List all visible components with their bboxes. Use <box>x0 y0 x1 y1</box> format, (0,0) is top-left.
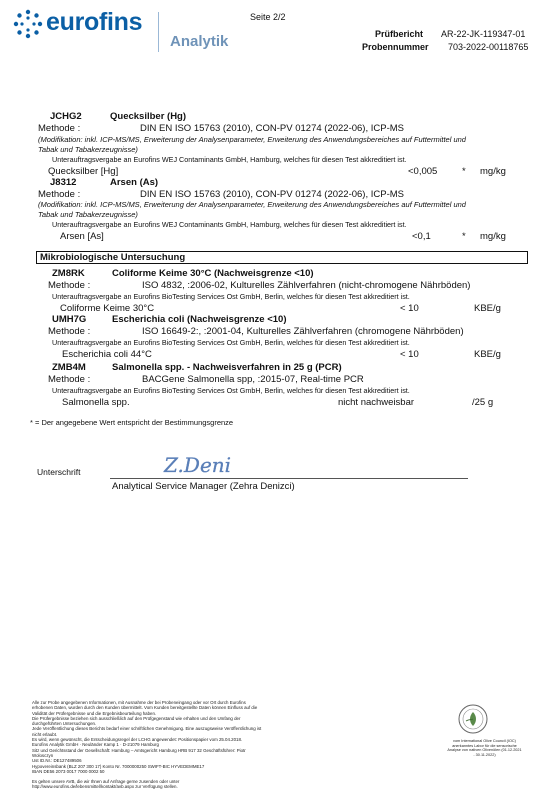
result-name: Quecksilber [Hg] <box>48 166 119 177</box>
signature-label: Unterschrift <box>37 467 81 477</box>
method-text: DIN EN ISO 15763 (2010), CON-PV 01274 (2022-06), ICP-MS <box>140 123 405 134</box>
footer-legal-text: Alle zur Probe angegebenen Informationen, mit Ausnahme der bei Probeneingang oder vor Ort durch Eurofins erhobenen Daten, wurden durch den Kunden übermittelt. Vom Kunden bereitgestellte Daten können Einfluss auf die Validität der Prüfergebnisse und die Ergebnisbeurteilung haben. Die Prüfergebnisse beziehen sich ausschließlich auf den Prüfgegenstand wie erhalten und den Umfang der durchgeführten Untersuchungen. Jede Veröffentlichung dieses Berichts bedarf einer schriftlichen Genehmigung. Eine auszugsweise Veröffentlichung ist nicht erlaubt. Es wird, wenn gewünscht, die Entscheidungsregel der LCHG angewendet: Positionspapier vom 25.04.2018. Eurofins Analytik GmbH · Neuländer Kamp 1 · D-21079 Hamburg Sitz und Gerichtsstand der Gesellschaft: Hamburg – Amtsgericht Hamburg HRB 917 32 Geschäftsführer: Piotr Wolosczyn Ust ID.Nr.: DE127489506 Hypovereinsbank (BLZ 207 300 17) Konto Nr. 7000000250 SWIFT-BIC HYVEDEMME17 IBAN DE56 2073 0017 7000 0002 50 Es gelten unsere AVB, die wir Ihnen auf Anfrage gerne zusenden oder unter http://www.eurofins.de/lebensmittel/kontakt/avb.aspx zur Verfügung stellen. <box>32 700 262 790</box>
seal-caption: vom International Olive Council (IOC) anerkanntes Labor für die sensorische Analyse von nativen Olivenölen (01.12.2021 - 30.11.2022) <box>447 739 522 757</box>
handwritten-signature <box>160 452 250 480</box>
result-unit: KBE/g <box>474 303 501 314</box>
test-parameter: Escherichia coli (Nachweisgrenze <10) <box>112 314 287 325</box>
subcontract-note: Unterauftragsvergabe an Eurofins BioTesting Services Ost GmbH, Berlin, welches für diesen Test akkreditiert ist. <box>52 292 410 301</box>
method-label: Methode : <box>48 326 91 337</box>
method-text: BACGene Salmonella spp, :2015-07, Real-time PCR <box>142 374 364 385</box>
result-footnote-star: * <box>462 166 466 177</box>
result-name: Escherichia coli 44°C <box>62 349 152 360</box>
method-label: Methode : <box>48 280 91 291</box>
result-unit: mg/kg <box>480 231 506 242</box>
result-name: Coliforme Keime 30°C <box>60 303 155 314</box>
logo-subtitle: Analytik <box>170 33 229 50</box>
method-text: ISO 16649-2:, :2001-04, Kulturelles Zählverfahren (chromogene Nährböden) <box>142 326 464 337</box>
result-unit: KBE/g <box>474 349 501 360</box>
method-text: DIN EN ISO 15763 (2010), CON-PV 01274 (2022-06), ICP-MS <box>140 189 405 200</box>
report-label: Prüfbericht <box>375 29 424 39</box>
result-value: <0,1 <box>412 231 431 242</box>
test-code: ZMB4M <box>52 362 86 373</box>
svg-text:Z.Deni: Z.Deni <box>164 453 232 477</box>
result-value: < 10 <box>400 303 419 314</box>
result-value: < 10 <box>400 349 419 360</box>
result-name: Salmonella spp. <box>62 397 130 408</box>
subcontract-note: Unterauftragsvergabe an Eurofins WEJ Contaminants GmbH, Hamburg, welches für diesen Test akkreditiert ist. <box>52 220 407 229</box>
test-parameter: Coliforme Keime 30°C (Nachweisgrenze <10) <box>112 268 314 279</box>
result-value: nicht nachweisbar <box>338 397 415 408</box>
test-parameter: Arsen (As) <box>110 177 159 188</box>
subcontract-note: Unterauftragsvergabe an Eurofins BioTesting Services Ost GmbH, Berlin, welches für diesen Test akkreditiert ist. <box>52 338 410 347</box>
page-number: Seite 2/2 <box>250 12 286 22</box>
footnote: * = Der angegebene Wert entspricht der Bestimmungsgrenze <box>30 418 234 427</box>
method-label: Methode : <box>48 374 91 385</box>
method-modification: (Modifikation: inkl. ICP-MS/MS, Erweiterung der Analysenparameter, Erweiterung des Anwendungsbereiches auf Futtermittel und Tabak und Tabakerzeugnisse) <box>38 200 466 219</box>
result-value: <0,005 <box>408 166 438 177</box>
method-label: Methode : <box>38 189 81 200</box>
method-modification: (Modifikation: inkl. ICP-MS/MS, Erweiterung der Analysenparameter, Erweiterung des Anwendungsbereiches auf Futtermittel und Tabak und Tabakerzeugnisse) <box>38 135 466 154</box>
test-parameter: Quecksilber (Hg) <box>110 111 187 122</box>
result-unit: /25 g <box>472 397 494 408</box>
report-number: AR-22-JK-119347-01 <box>441 29 526 39</box>
eurofins-logo-icon <box>13 9 43 39</box>
signature-line <box>110 478 468 479</box>
logo-divider <box>158 12 159 52</box>
method-label: Methode : <box>38 123 81 134</box>
subcontract-note: Unterauftragsvergabe an Eurofins BioTesting Services Ost GmbH, Berlin, welches für diesen Test akkreditiert ist. <box>52 386 410 395</box>
sample-label: Probennummer <box>362 42 429 52</box>
result-unit: mg/kg <box>480 166 506 177</box>
sample-number: 703-2022-00118765 <box>448 42 529 52</box>
test-code: ZM8RK <box>52 268 85 279</box>
test-code: JCHG2 <box>50 111 82 122</box>
test-code: UMH7G <box>52 314 87 325</box>
test-code: J8312 <box>50 177 77 188</box>
method-text: ISO 4832, :2006-02, Kulturelles Zählverfahren (nicht-chromogene Nährböden) <box>142 280 471 291</box>
result-footnote-star: * <box>462 231 466 242</box>
result-name: Arsen [As] <box>60 231 104 242</box>
signatory-name: Analytical Service Manager (Zehra Denizci) <box>112 481 295 492</box>
subcontract-note: Unterauftragsvergabe an Eurofins WEJ Contaminants GmbH, Hamburg, welches für diesen Test akkreditiert ist. <box>52 155 407 164</box>
section-title: Mikrobiologische Untersuchung <box>40 252 186 263</box>
logo-name: eurofins <box>46 8 143 36</box>
test-parameter: Salmonella spp. - Nachweisverfahren in 25 g (PCR) <box>112 362 342 373</box>
ioc-accreditation-seal-icon <box>458 704 488 734</box>
